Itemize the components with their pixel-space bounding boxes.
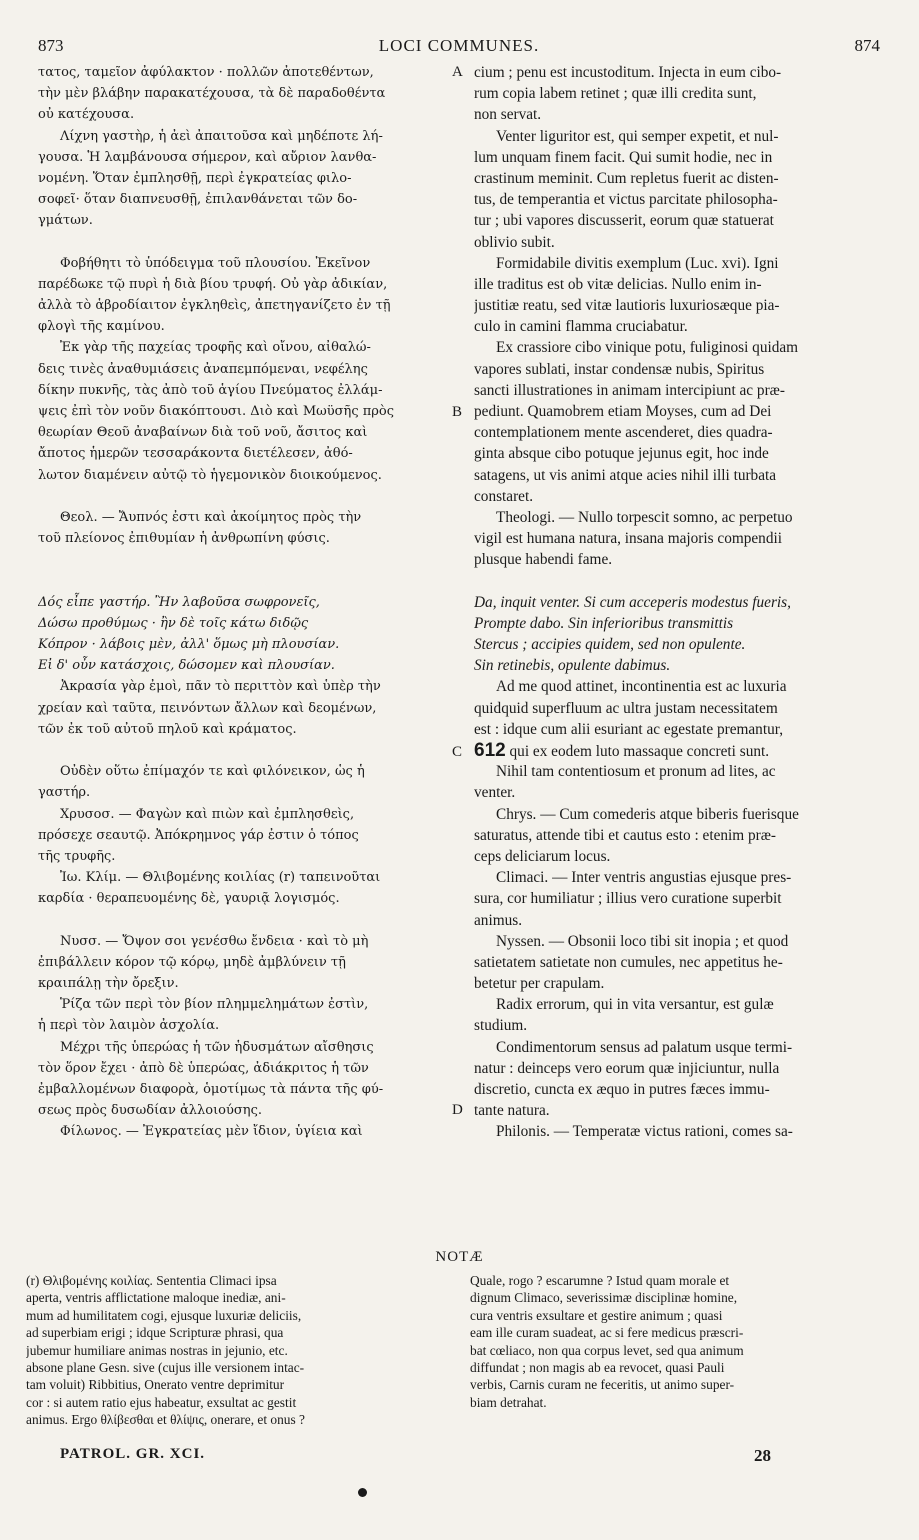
- text-line: Νυσσ. — Ὄψον σοι γενέσθω ἔνδεια · καὶ τὸ μὴ: [60, 933, 369, 949]
- text-line: ceps deliciarum locus.: [474, 847, 611, 865]
- text-line: constaret.: [474, 487, 534, 505]
- text-line: [474, 740, 884, 761]
- text-line: σεως πρὸς δυσωδίαν ἀλλοιούσης.: [38, 1103, 262, 1119]
- text-line: studium.: [474, 1017, 528, 1035]
- margin-marker-a: A: [452, 64, 463, 80]
- note-line: jubemur humiliare animas nostras in jejunio, etc.: [26, 1342, 288, 1358]
- text-line: γαστήρ.: [38, 785, 91, 801]
- note-line: verbis, Carnis curam ne feceritis, ut animo super-: [470, 1377, 735, 1393]
- text-line: τῶν ἐκ τοῦ αὐτοῦ πηλοῦ καὶ κράματος.: [38, 721, 297, 737]
- text-line: sura, cor humiliatur ; illius vero curatione superbit: [474, 890, 782, 908]
- text-line: Οὐδὲν οὕτω ἐπίμαχόν τε καὶ φιλόνεικον, ὡς ἡ: [60, 764, 365, 780]
- text-line: plusque habendi fame.: [474, 551, 613, 569]
- text-line: culo in camini flamma cruciabatur.: [474, 318, 688, 336]
- text-line: ille traditus est ob vitæ delicias. Nullo enim in-: [474, 275, 762, 293]
- text-line: [38, 740, 450, 761]
- text-line: justitiæ reatu, sed vitæ lautioris luxuriosæque pia-: [474, 297, 780, 315]
- footer-signature: 28: [754, 1446, 771, 1465]
- text-line: tante natura.: [474, 1102, 550, 1120]
- text-line: τοῦ πλείονος ἐπιθυμίαν ἡ ἀνθρωπίνη φύσις.: [38, 531, 330, 547]
- margin-marker-c: C: [452, 744, 463, 760]
- running-title: LOCI COMMUNES.: [378, 36, 540, 55]
- text-line: δίκην πυκνῆς, τὰς ἀπὸ τοῦ ἁγίου Πνεύματος ἐλλάμ-: [38, 382, 383, 398]
- text-line: oblivio subit.: [474, 233, 555, 251]
- text-line: λωτον διαμένειν αὐτῷ τὸ ἡγεμονικὸν διοικούμενος.: [38, 467, 382, 483]
- text-line: Ad me quod attinet, incontinentia est ac luxuria: [496, 678, 787, 696]
- text-line: tur ; ubi vapores discusserit, eorum quæ statuerat: [474, 212, 774, 230]
- text-line: pediunt. Quamobrem etiam Moyses, cum ad Dei: [474, 403, 772, 420]
- text-line-content: qui ex eodem luto massaque concreti sunt.: [509, 743, 770, 760]
- text-line: tus, de temperantia et victus parcitate philosopha-: [474, 191, 778, 209]
- text-line: Radix errorum, qui in vita versantur, est gulæ: [496, 996, 774, 1014]
- text-line: Nihil tam contentiosum et pronum ad lites, ac: [496, 763, 776, 781]
- notes-heading: NOTÆ: [435, 1249, 484, 1265]
- text-line: κραιπάλῃ τὴν ὄρεξιν.: [38, 976, 179, 992]
- text-line: τῆς τρυφῆς.: [38, 848, 116, 864]
- running-header: [38, 36, 880, 58]
- note-line: animus. Ergo θλίβεσθαι et θλίψις, onerare, et onus ?: [26, 1412, 305, 1428]
- text-line: Λίχνη γαστὴρ, ἡ ἀεὶ ἀπαιτοῦσα καὶ μηδέποτε λή-: [60, 128, 383, 144]
- note-line: (r) Θλιβομένης κοιλίας. Sententia Climaci ipsa: [26, 1273, 277, 1288]
- note-line: bat cœliaco, non qua corpus levet, sed qua animum: [470, 1342, 744, 1358]
- text-line: est : idque cum alii esuriant ac egestate premantur,: [474, 720, 784, 738]
- notes-right-column: [470, 1272, 882, 1411]
- column-number: 612: [474, 740, 506, 761]
- note-line: Quale, rogo ? escarumne ? Istud quam morale et: [470, 1273, 730, 1288]
- text-line: [38, 549, 450, 570]
- text-line: τὴν μὲν βλάβην παρακατέχουσα, τὰ δὲ παραδοθέντα: [38, 86, 386, 102]
- text-line: sancti illustrationes in animam intercipiunt ac præ-: [474, 381, 785, 399]
- note-line: cura ventris exsultare et gestire animum ; quasi: [470, 1307, 723, 1323]
- text-line: Venter liguritor est, qui semper expetit, et nul-: [496, 127, 779, 145]
- text-line: Δώσω προθύμως · ἢν δὲ τοῖς κάτω διδῷς: [38, 615, 309, 631]
- note-line: diffundat ; non magis ab ea revocet, quasi Pauli: [470, 1359, 725, 1375]
- text-line: saturatus, attende tibi et cautus esto : etenim præ-: [474, 826, 777, 844]
- text-line: betetur per crapulam.: [474, 975, 605, 993]
- text-line: vigil est humana natura, insana majoris compendii: [474, 530, 782, 548]
- text-line: φλογὶ τῆς καμίνου.: [38, 319, 165, 335]
- text-line: Prompte dabo. Sin inferioribus transmittis: [474, 614, 734, 632]
- note-line: tam voluit) Ribbitius, Onerato ventre deprimitur: [26, 1377, 285, 1393]
- text-line: [474, 571, 884, 592]
- text-line: Chrys. — Cum comederis atque biberis fuerisque: [496, 805, 799, 823]
- text-line: satietatem satietate non cumules, nec appetitus he-: [474, 953, 783, 971]
- text-line: καρδία · θεραπευομένης δὲ, γαυριᾷ λογισμός.: [38, 891, 340, 907]
- text-line: τὸν ὅρον ἔχει · ἀπὸ δὲ ὑπερώας, ἀδιάκριτος ἡ τῶν: [38, 1060, 369, 1076]
- text-line: Κόπρον · λάβοις μὲν, ἀλλ' ὅμως μὴ πλουσίαν.: [38, 637, 340, 653]
- text-line: ἐμβαλλομένων διαφορὰ, ὁμοτίμως τὰ πάντα τῆς φύ-: [38, 1082, 384, 1097]
- text-line: rum copia labem retinet ; quæ illi credita sunt,: [474, 85, 757, 103]
- text-line: ἐπιβάλλειν κόρον τῷ κόρῳ, μηδὲ ἀμβλύνειν τῇ: [38, 954, 346, 970]
- text-line: animus.: [474, 911, 523, 929]
- margin-marker-d: D: [452, 1102, 463, 1118]
- printer-mark: [358, 1488, 367, 1497]
- text-line: Μέχρι τῆς ὑπερώας ἡ τῶν ἡδυσμάτων αἴσθησις: [60, 1039, 374, 1055]
- margin-marker-b: B: [452, 404, 463, 420]
- text-line: ginta absque cibo potuque jejunus egit, hoc inde: [474, 445, 769, 463]
- text-line: Φοβήθητι τὸ ὑπόδειγμα τοῦ πλουσίου. Ἐκεῖνον: [60, 255, 371, 271]
- text-line: natur : deinceps vero eorum quæ injiciuntur, nulla: [474, 1059, 780, 1077]
- note-line: eam ille curam suadeat, ac si fere medicus præscri-: [470, 1325, 744, 1341]
- page-number-left: 873: [38, 36, 64, 55]
- note-line: aperta, ventris afflictatione maloque inediæ, ani-: [26, 1290, 286, 1306]
- text-line: χρείαν καὶ ταῦτα, πεινόντων ἄλλων καὶ δεομένων,: [38, 700, 377, 716]
- text-line: παρέδωκε τῷ πυρὶ ἡ διὰ βίου τρυφή. Οὐ γὰρ ἀδικίαν,: [38, 276, 388, 292]
- text-line: lum unquam finem facit. Qui sumit hodie, nec in: [474, 148, 773, 166]
- text-line: θεωρίαν Θεοῦ ἀναβαίνων διὰ τοῦ νοῦ, ἄσιτος καὶ: [38, 425, 368, 441]
- text-line: Ἀκρασία γὰρ ἐμοὶ, πᾶν τὸ περιττὸν καὶ ὑπὲρ τὴν: [60, 679, 381, 695]
- text-line: [38, 571, 450, 592]
- text-line: ψεις ἐπὶ τὸν νοῦν διακόπτουσι. Διὸ καὶ Μωϋσῆς πρὸς: [38, 404, 395, 419]
- text-line: Εἰ δ' οὖν κατάσχοις, δώσομεν καὶ πλουσίαν.: [38, 658, 335, 674]
- text-line: τατος, ταμεῖον ἀφύλακτον · πολλῶν ἀποτεθέντων,: [38, 65, 374, 80]
- text-line: Climaci. — Inter ventris angustias ejusque pres-: [496, 869, 792, 887]
- text-line: Condimentorum sensus ad palatum usque termi-: [496, 1038, 793, 1056]
- text-line: satagens, ut vis animi atque acies nihil illi turbata: [474, 466, 777, 484]
- text-line: quidquid superfluum ac ultra justam necessitatem: [474, 699, 778, 717]
- note-line: mum ad humilitatem cogi, ejusque luxuriæ deliciis,: [26, 1307, 302, 1323]
- text-line: γμάτων.: [38, 213, 93, 229]
- text-line: Θεολ. — Ἄυπνός ἐστι καὶ ἀκοίμητος πρὸς τὴν: [60, 509, 362, 525]
- text-line: Ἐκ γὰρ τῆς παχείας τροφῆς καὶ οἴνου, αἰθαλώ-: [60, 340, 371, 356]
- text-line: Da, inquit venter. Si cum acceperis modestus fueris,: [474, 593, 791, 611]
- text-line: discretio, cuncta ex æquo in putres fæces immu-: [474, 1081, 770, 1098]
- text-line: non servat.: [474, 106, 542, 124]
- text-line: νομένη. Ὅταν ἐμπλησθῇ, περὶ ἐγκρατείας φιλο-: [38, 170, 352, 186]
- text-line: venter.: [474, 784, 516, 802]
- note-line: absone plane Gesn. sive (cujus ille versionem intac-: [26, 1359, 305, 1375]
- text-line: cium ; penu est incustoditum. Injecta in eum cibo-: [474, 64, 782, 81]
- text-line: [38, 232, 450, 253]
- text-line: Φίλωνος. — Ἐγκρατείας μὲν ἴδιον, ὑγίεια καὶ: [60, 1124, 363, 1140]
- text-line: [38, 486, 450, 507]
- text-line: γουσα. Ἡ λαμβάνουσα σήμερον, καὶ αὔριον λανθα-: [38, 149, 377, 165]
- text-line: ἀλλὰ τὸ ἁβροδίαιτον ἐγκληθεὶς, ἀπετηγανίζετο ἐν τῇ: [38, 298, 391, 314]
- notes-left-column: [26, 1272, 462, 1429]
- footer-series: PATROL. GR. XCI.: [60, 1446, 206, 1462]
- text-line: Stercus ; accipies quidem, sed non opulente.: [474, 636, 746, 654]
- text-line: Χρυσοσ. — Φαγὼν καὶ πιὼν καὶ ἐμπλησθεὶς,: [60, 806, 355, 822]
- greek-text-column: [38, 62, 450, 1143]
- text-line: Ῥίζα τῶν περὶ τὸν βίον πλημμελημάτων ἐστὶν,: [60, 997, 369, 1013]
- text-line: Formidabile divitis exemplum (Luc. xvi). Igni: [496, 254, 779, 272]
- text-line: πρόσεχε σεαυτῷ. Ἀπόκρημνος γάρ ἐστιν ὁ τόπος: [38, 827, 359, 843]
- text-line: [38, 910, 450, 931]
- note-line: ad superbiam erigi ; idque Scripturæ phrasi, qua: [26, 1325, 284, 1341]
- note-line: cor : si autem ratio ejus habeatur, exsultat ac gestit: [26, 1394, 297, 1410]
- text-line: vapores sublati, instar condensæ nubis, Spiritus: [474, 360, 765, 378]
- text-line: Ἰω. Κλίμ. — Θλιβομένης κοιλίας (r) ταπεινοῦται: [60, 870, 381, 886]
- text-line: Δός εἶπε γαστήρ. Ἢν λαβοῦσα σωφρονεῖς,: [38, 594, 320, 610]
- page-number-right: 874: [854, 36, 880, 55]
- text-line: crastinum meminit. Cum repletus fuerit ac disten-: [474, 169, 779, 187]
- text-line: σοφεῖ· ὅταν διαπνευσθῇ, ἐπιλανθάνεται τῶν δο-: [38, 192, 358, 208]
- text-line: οὐ κατέχουσα.: [38, 107, 135, 123]
- text-line: δεις τινὲς ἀναθυμιάσεις ἀναπεμπόμεναι, νεφέλης: [38, 361, 368, 377]
- note-line: dignum Climaco, severissimæ disciplinæ homine,: [470, 1290, 738, 1306]
- text-line: Ex crassiore cibo vinique potu, fuliginosi quidam: [496, 339, 799, 357]
- text-line: Theologi. — Nullo torpescit somno, ac perpetuo: [496, 508, 793, 526]
- note-line: biam detrahat.: [470, 1394, 547, 1410]
- text-line: ἡ περὶ τὸν λαιμὸν ἀσχολία.: [38, 1018, 220, 1034]
- text-line: ἄποτος ἡμερῶν τεσσαράκοντα διετέλεσεν, ἀθό-: [38, 446, 353, 462]
- text-line: Nyssen. — Obsonii loco tibi sit inopia ; et quod: [496, 932, 789, 950]
- text-line: Philonis. — Temperatæ victus rationi, comes sa-: [496, 1123, 793, 1141]
- latin-text-column: [474, 62, 884, 1143]
- text-line: Sin retinebis, opulente dabimus.: [474, 657, 671, 675]
- text-line: contemplationem mente ascenderet, dies quadra-: [474, 424, 773, 442]
